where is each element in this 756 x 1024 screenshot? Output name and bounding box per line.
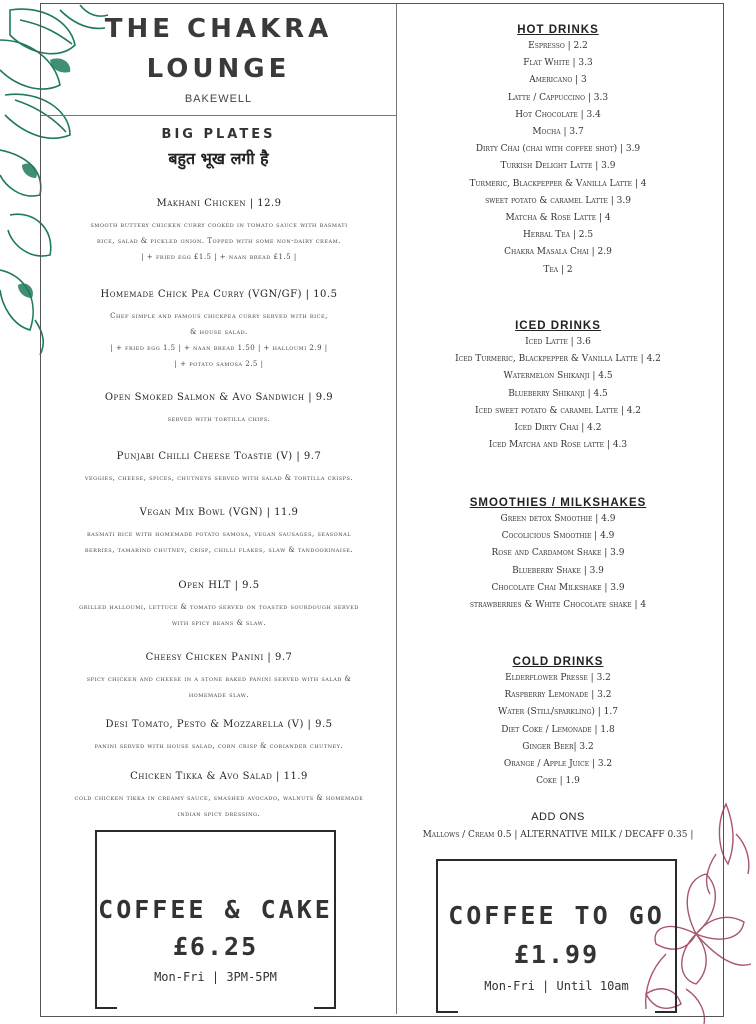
- menu-item: Turkish Delight Latte | 3.9: [500, 161, 616, 172]
- menu-item: Ginger Beer| 3.2: [522, 741, 594, 752]
- menu-item: Herbal Tea | 2.5: [522, 230, 594, 241]
- dish-description: cold chicken tikka in creamy sauce, smashed avocado, walnuts & homemade indian spicy dressing.: [74, 794, 364, 818]
- coffee-to-go-hours: Mon-Fri | Until 10am: [484, 979, 629, 993]
- menu-item: Rose and Cardamom Shake | 3.9: [491, 548, 625, 559]
- dish-name: Desi Tomato, Pesto & Mozzarella (V) | 9.5: [105, 719, 333, 730]
- menu-item: Orange / Apple Juice | 3.2: [503, 759, 613, 770]
- menu-item: Watermelon Shikanji | 4.5: [503, 371, 613, 382]
- big-plates-subtitle: बहुत भूख लगी है: [168, 149, 269, 168]
- add-ons-title: ADD ONS: [531, 811, 585, 823]
- menu-item: Water (Still/sparkling) | 1.7: [498, 707, 618, 718]
- menu-item: Turmeric, Blackpepper & Vanilla Latte | 4: [469, 178, 647, 189]
- hot-drinks-title: HOT DRINKS: [517, 24, 599, 36]
- smoothies-title: SMOOTHIES / MILKSHAKES: [469, 497, 647, 509]
- dish-description: served with tortilla chips.: [167, 415, 271, 423]
- dish-name: Vegan Mix Bowl (VGN) | 11.9: [139, 507, 299, 518]
- hot-drinks-section: [398, 22, 718, 279]
- dish-item: [52, 718, 386, 754]
- brand-title-line1: THE CHAKRA: [104, 14, 333, 44]
- dish-description: Chef simple and famous chickpea curry served with rice, & house salad. | + fried egg 1.5 | + naan bread 1.50 | + halloumi 2.9 | | + potato samosa 2.5 |: [110, 312, 328, 368]
- dish-description: smooth buttery chicken curry cooked in tomato sauce with basmati rice, salad & pickled onion. Topped with some non-dairy cream. | + fried egg £1.5 | + naan bread £1.5 |: [90, 221, 348, 261]
- add-ons-list: Mallows / Cream 0.5 | ALTERNATIVE MILK / DECAFF 0.35 |: [422, 830, 694, 840]
- dish-name: Open HLT | 9.5: [178, 580, 260, 591]
- dish-name: Makhani Chicken | 12.9: [156, 198, 282, 209]
- menu-item: Coke | 1.9: [536, 776, 580, 787]
- coffee-cake-title: COFFEE & CAKE: [98, 895, 333, 924]
- dish-description: grilled halloumi, lettuce & tomato served on toasted sourdough served with spicy beans & slaw.: [79, 603, 359, 627]
- menu-item: Latte / Cappuccino | 3.3: [507, 92, 609, 103]
- coffee-to-go-price: £1.99: [513, 940, 600, 969]
- dish-description: panini served with house salad, corn crisp & coriander chutney.: [94, 742, 344, 750]
- dish-name: Cheesy Chicken Panini | 9.7: [145, 652, 293, 663]
- dish-name: Chicken Tikka & Avo Salad | 11.9: [130, 771, 308, 782]
- brand-title-line2: LOUNGE: [146, 54, 291, 84]
- menu-item: Tea | 2: [543, 264, 573, 275]
- menu-item: Hot Chocolate | 3.4: [515, 109, 601, 120]
- dish-item: [52, 391, 386, 427]
- menu-item: Chocolate Chai Milkshake | 3.9: [491, 582, 625, 593]
- dish-item: [52, 579, 386, 631]
- menu-item: Iced Matcha and Rose latte | 4.3: [488, 440, 628, 451]
- big-plates-title: BIG PLATES: [161, 127, 276, 142]
- menu-item: Dirty Chai (chai with coffee shot) | 3.9: [475, 144, 641, 155]
- menu-item: Flat White | 3.3: [523, 58, 593, 69]
- dish-item: [52, 197, 386, 265]
- dish-item: [52, 651, 386, 703]
- menu-item: Chakra Masala Chai | 2.9: [504, 247, 612, 258]
- coffee-cake-hours: Mon-Fri | 3PM-5PM: [154, 970, 277, 984]
- menu-item: Cocolicious Smoothie | 4.9: [501, 531, 615, 542]
- menu-item: Iced Turmeric, Blackpepper & Vanilla Latte | 4.2: [455, 354, 661, 365]
- iced-drinks-section: [398, 318, 718, 454]
- menu-item: Elderflower Presse | 3.2: [505, 673, 611, 683]
- menu-item: Blueberry Shake | 3.9: [512, 565, 604, 576]
- menu-item: strawberries & White Chocolate shake | 4: [469, 600, 647, 611]
- menu-item: Iced Dirty Chai | 4.2: [514, 423, 602, 434]
- column-divider: [396, 4, 397, 1014]
- coffee-to-go-title: COFFEE TO GO: [448, 901, 665, 930]
- cold-drinks-section: [398, 654, 718, 790]
- menu-item: Iced Latte | 3.6: [525, 337, 591, 347]
- menu-item: Iced sweet potato & caramel Latte | 4.2: [474, 405, 642, 416]
- menu-item: Espresso | 2.2: [528, 41, 588, 51]
- dish-name: Open Smoked Salmon & Avo Sandwich | 9.9: [104, 392, 334, 403]
- smoothies-section: [398, 495, 718, 614]
- menu-item: Americano | 3: [529, 75, 587, 86]
- dish-description: basmati rice with homemade potato samosa, vegan sausages, seasonal berries, tamarind chutney, crisp, chilli flakes, slaw & tandoorinaise.: [84, 530, 354, 554]
- menu-item: sweet potato & caramel Latte | 3.9: [485, 195, 631, 206]
- dish-name: Homemade Chick Pea Curry (VGN/GF) | 10.5: [100, 289, 338, 300]
- dish-item: [52, 450, 386, 486]
- coffee-cake-price: £6.25: [172, 932, 259, 961]
- dish-description: spicy chicken and cheese in a stone baked panini served with salad & homemade slaw.: [86, 675, 352, 699]
- menu-item: Raspberry Lemonade | 3.2: [504, 690, 612, 701]
- cold-drinks-title: COLD DRINKS: [512, 656, 604, 668]
- header-divider: [41, 115, 396, 116]
- menu-item: Green detox Smoothie | 4.9: [500, 514, 616, 524]
- menu-item: Mocha | 3.7: [532, 127, 584, 138]
- dish-item: [52, 506, 386, 558]
- dish-name: Punjabi Chilli Cheese Toastie (V) | 9.7: [116, 451, 322, 462]
- brand-location: BAKEWELL: [184, 93, 253, 105]
- menu-item: Matcha & Rose Latte | 4: [505, 213, 611, 224]
- dish-item: [52, 770, 386, 822]
- dish-description: veggies, cheese, spices, chutneys served with salad & tortilla crisps.: [84, 474, 354, 482]
- dish-item: [52, 288, 386, 372]
- menu-item: Blueberry Shikanji | 4.5: [508, 388, 608, 399]
- menu-item: Diet Coke / Lemonade | 1.8: [501, 724, 615, 735]
- iced-drinks-title: ICED DRINKS: [515, 320, 601, 332]
